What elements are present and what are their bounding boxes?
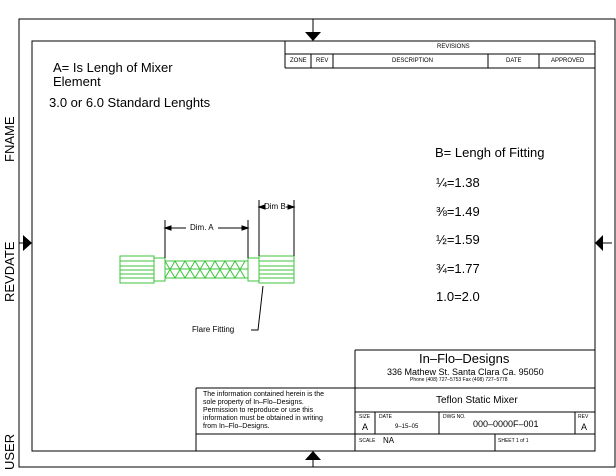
revisions-header-date: DATE bbox=[506, 58, 522, 64]
drawing-title: Teflon Static Mixer bbox=[436, 395, 518, 406]
center-arrow-top-icon bbox=[305, 19, 321, 41]
revisions-header-zone: ZONE bbox=[290, 58, 307, 64]
notice-line: information must be obtained in writing bbox=[203, 415, 323, 422]
center-arrow-left-icon bbox=[19, 235, 32, 251]
flare-fitting-label: Flare Fitting bbox=[192, 325, 235, 334]
scale-value: NA bbox=[383, 436, 395, 445]
note-b-value: ⅜=1.49 bbox=[436, 204, 480, 219]
dim-a-label: Dim. A bbox=[190, 223, 214, 232]
note-b-value: ½=1.59 bbox=[436, 232, 480, 247]
note-standard-lengths: 3.0 or 6.0 Standard Lenghts bbox=[49, 95, 211, 110]
margin-label-user: USER bbox=[2, 433, 17, 470]
margin-label-revdate: REVDATE bbox=[2, 241, 17, 302]
static-mixer-part bbox=[120, 256, 294, 283]
company-name: In–Flo–Designs bbox=[419, 351, 510, 366]
note-b-value: ¼=1.38 bbox=[436, 175, 480, 190]
company-address: 336 Mathew St. Santa Clara Ca. 95050 bbox=[387, 367, 544, 377]
dwg-no-label: DWG NO. bbox=[443, 414, 466, 420]
rev-value: A bbox=[581, 422, 588, 432]
notice-line: The information contained herein is the bbox=[203, 391, 325, 398]
margin-label-fname: FNAME bbox=[2, 116, 17, 162]
date-label: DATE bbox=[379, 414, 392, 420]
note-a-line2: Element bbox=[53, 74, 101, 89]
rev-label: REV bbox=[578, 414, 589, 420]
dim-b-label: Dim B bbox=[264, 202, 286, 211]
note-b-value: ¾=1.77 bbox=[436, 261, 480, 276]
revisions-header-rev: REV bbox=[316, 58, 329, 64]
note-b-value: 1.0=2.0 bbox=[436, 289, 480, 304]
notice-line: from In–Flo–Designs. bbox=[203, 423, 270, 430]
size-value: A bbox=[362, 422, 369, 432]
company-phone: Phone (408) 727–5753 Fax (408) 727–5778 bbox=[410, 377, 508, 383]
sheet-number: SHEET 1 of 1 bbox=[498, 438, 529, 444]
notice-line: Permission to reproduce or use this bbox=[203, 407, 314, 414]
date-value: 9–15–05 bbox=[395, 424, 419, 430]
scale-label: SCALE bbox=[359, 438, 376, 444]
revisions-header-description: DESCRIPTION bbox=[392, 58, 434, 64]
center-arrow-right-icon bbox=[595, 235, 612, 251]
center-arrow-bottom-icon bbox=[305, 451, 321, 467]
revisions-header-approved: APPROVED bbox=[551, 58, 585, 64]
flare-fitting-leader bbox=[251, 286, 263, 330]
note-b-title: B= Lengh of Fitting bbox=[435, 145, 545, 160]
size-label: SIZE bbox=[359, 414, 371, 420]
revisions-title: REVISIONS bbox=[437, 44, 470, 50]
note-a-line1: A= Is Lengh of Mixer bbox=[53, 60, 173, 75]
dwg-no-value: 000–0000F–001 bbox=[473, 419, 539, 429]
notice-line: sole property of In–Flo–Designs. bbox=[203, 399, 304, 406]
